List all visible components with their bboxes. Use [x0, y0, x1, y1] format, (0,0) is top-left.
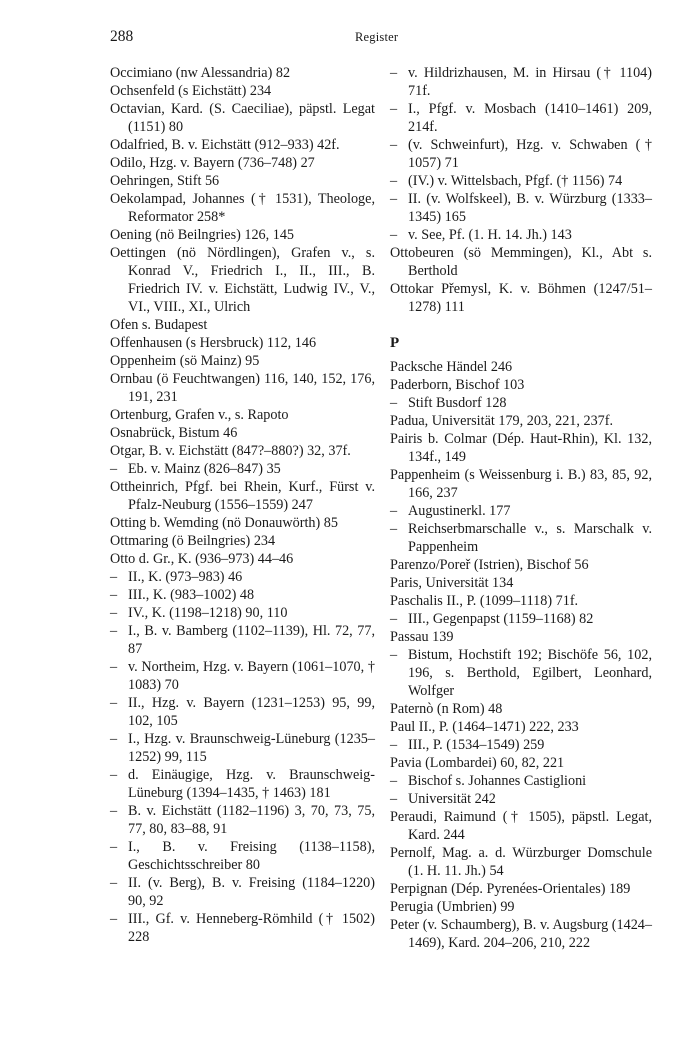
- index-subentry: [390, 610, 652, 628]
- index-subentry: [110, 586, 375, 604]
- subentry-dash: –: [110, 569, 118, 585]
- index-entry: Octavian, Kard. (S. Caeciliae), päpstl. Legat (1151) 80: [110, 101, 375, 135]
- index-subentry: [110, 694, 375, 730]
- index-entry: Packsche Händel 246: [390, 359, 513, 375]
- index-subentry: [390, 790, 652, 808]
- index-entry: Oehringen, Stift 56: [110, 173, 220, 189]
- index-entry: Otting b. Wemding (nö Donauwörth) 85: [110, 515, 338, 531]
- subentry-dash: –: [110, 623, 118, 639]
- subentry-dash: –: [110, 875, 118, 891]
- index-entry: Pairis b. Colmar (Dép. Haut-Rhin), Kl. 132, 134f., 149: [390, 431, 652, 465]
- index-entry: Occimiano (nw Alessandria) 82: [110, 65, 291, 81]
- index-subentry: [110, 802, 375, 838]
- subentry-dash: –: [110, 461, 118, 477]
- page-number: 288: [110, 28, 134, 45]
- subentry-dash: –: [390, 647, 398, 663]
- index-subentry-text: III., Gf. v. Henneberg-Römhild († 1502) 228: [128, 911, 375, 945]
- index-column-left: [110, 64, 375, 946]
- subentry-dash: –: [390, 173, 398, 189]
- index-subentry-text: II., Hzg. v. Bayern (1231–1253) 95, 99, 102, 105: [128, 695, 375, 729]
- index-entry: Osnabrück, Bistum 46: [110, 425, 238, 441]
- index-entry: Offenhausen (s Hersbruck) 112, 146: [110, 335, 317, 351]
- index-subentry-text: Bistum, Hochstift 192; Bischöfe 56, 102, 196, s. Berthold, Egilbert, Leonhard, Wolfger: [408, 647, 652, 699]
- subentry-dash: –: [110, 605, 118, 621]
- index-subentry-text: III., Gegenpapst (1159–1168) 82: [408, 611, 594, 627]
- index-entry: Ochsenfeld (s Eichstätt) 234: [110, 83, 272, 99]
- index-subentry: [110, 658, 375, 694]
- index-entry: Ornbau (ö Feuchtwangen) 116, 140, 152, 176, 191, 231: [110, 371, 375, 405]
- index-entry: Paderborn, Bischof 103: [390, 377, 525, 393]
- subentry-dash: –: [110, 695, 118, 711]
- index-subentry: [110, 622, 375, 658]
- subentry-dash: –: [390, 137, 398, 153]
- index-subentry-text: I., Hzg. v. Braunschweig-Lüneburg (1235–1252) 99, 115: [128, 731, 375, 765]
- subentry-dash: –: [110, 587, 118, 603]
- index-subentry-text: Augustinerkl. 177: [408, 503, 511, 519]
- index-entry: Odilo, Hzg. v. Bayern (736–748) 27: [110, 155, 315, 171]
- index-subentry: [110, 766, 375, 802]
- index-subentry: [390, 502, 652, 520]
- section-letter-heading: P: [390, 335, 400, 351]
- subentry-dash: –: [110, 731, 118, 747]
- index-subentry-text: II., K. (973–983) 46: [128, 569, 243, 585]
- index-entry: Oening (nö Beilngries) 126, 145: [110, 227, 295, 243]
- index-entry: Otgar, B. v. Eichstätt (847?–880?) 32, 37f.: [110, 443, 351, 459]
- index-subentry-text: v. Northeim, Hzg. v. Bayern (1061–1070, † 1083) 70: [128, 659, 375, 693]
- subentry-dash: –: [390, 737, 398, 753]
- index-subentry: [390, 394, 652, 412]
- index-entry: Paris, Universität 134: [390, 575, 514, 591]
- index-entry: Padua, Universität 179, 203, 221, 237f.: [390, 413, 614, 429]
- subentry-dash: –: [110, 803, 118, 819]
- index-subentry-text: d. Einäugige, Hzg. v. Braunschweig-Lüneburg (1394–1435, † 1463) 181: [128, 767, 375, 801]
- index-subentry: [390, 772, 652, 790]
- index-subentry: [390, 136, 652, 172]
- subentry-dash: –: [110, 911, 118, 927]
- index-subentry-text: III., P. (1534–1549) 259: [408, 737, 545, 753]
- index-entry: Ottokar Přemysl, K. v. Böhmen (1247/51–1278) 111: [390, 281, 652, 315]
- subentry-dash: –: [110, 767, 118, 783]
- index-subentry-text: v. Hildrizhausen, M. in Hirsau († 1104) 71f.: [408, 65, 652, 99]
- subentry-dash: –: [390, 503, 398, 519]
- subentry-dash: –: [390, 791, 398, 807]
- index-subentry-text: I., Pfgf. v. Mosbach (1410–1461) 209, 214f.: [408, 101, 652, 135]
- index-subentry: [110, 874, 375, 910]
- index-subentry: [110, 730, 375, 766]
- index-subentry: [110, 838, 375, 874]
- subentry-dash: –: [390, 227, 398, 243]
- index-subentry-text: Universität 242: [408, 791, 496, 807]
- index-subentry-text: (IV.) v. Wittelsbach, Pfgf. († 1156) 74: [408, 173, 623, 189]
- index-subentry-text: Bischof s. Johannes Castiglioni: [408, 773, 587, 789]
- subentry-dash: –: [390, 773, 398, 789]
- index-entry: Ottheinrich, Pfgf. bei Rhein, Kurf., Fürst v. Pfalz-Neuburg (1556–1559) 247: [110, 479, 375, 513]
- index-subentry: [390, 646, 652, 700]
- running-head: Register: [355, 30, 399, 44]
- index-entry: Peter (v. Schaumberg), B. v. Augsburg (1424–1469), Kard. 204–206, 210, 222: [390, 917, 652, 951]
- index-entry: Paul II., P. (1464–1471) 222, 233: [390, 719, 579, 735]
- index-entry: Ottobeuren (sö Memmingen), Kl., Abt s. Berthold: [390, 245, 652, 279]
- subentry-dash: –: [390, 191, 398, 207]
- index-subentry: [390, 172, 652, 190]
- index-entry: Otto d. Gr., K. (936–973) 44–46: [110, 551, 294, 567]
- index-entry: Oppenheim (sö Mainz) 95: [110, 353, 260, 369]
- index-subentry: [390, 736, 652, 754]
- index-entry: Oettingen (nö Nördlingen), Grafen v., s. Konrad V., Friedrich I., II., III., B. Friedrich IV. v. Eichstätt, Ludwig IV., V., VI., VIII., XI., Ulrich: [110, 245, 375, 315]
- index-subentry: [390, 190, 652, 226]
- subentry-dash: –: [390, 101, 398, 117]
- index-subentry: [390, 226, 652, 244]
- index-entry: Passau 139: [390, 629, 454, 645]
- index-entry: Pernolf, Mag. a. d. Würzburger Domschule (1. H. 11. Jh.) 54: [390, 845, 652, 879]
- index-subentry-text: IV., K. (1198–1218) 90, 110: [128, 605, 288, 621]
- subentry-dash: –: [390, 65, 398, 81]
- index-subentry: [110, 568, 375, 586]
- index-column-right: [390, 64, 652, 952]
- index-entry: Paternò (n Rom) 48: [390, 701, 503, 717]
- index-subentry-text: I., B. v. Freising (1138–1158), Geschichtsschreiber 80: [128, 839, 375, 873]
- index-subentry: [390, 100, 652, 136]
- index-subentry-text: Eb. v. Mainz (826–847) 35: [128, 461, 281, 477]
- subentry-dash: –: [110, 839, 118, 855]
- index-subentry-text: (v. Schweinfurt), Hzg. v. Schwaben († 1057) 71: [408, 137, 652, 171]
- index-entry: Ottmaring (ö Beilngries) 234: [110, 533, 276, 549]
- index-entry: Paschalis II., P. (1099–1118) 71f.: [390, 593, 579, 609]
- index-subentry-text: II. (v. Wolfskeel), B. v. Würzburg (1333–1345) 165: [408, 191, 652, 225]
- index-entry: Peraudi, Raimund († 1505), päpstl. Legat, Kard. 244: [390, 809, 652, 843]
- index-subentry-text: Stift Busdorf 128: [408, 395, 507, 411]
- index-subentry-text: Reichserbmarschalle v., s. Marschalk v. Pappenheim: [408, 521, 652, 555]
- index-subentry: [110, 910, 375, 946]
- subentry-dash: –: [390, 521, 398, 537]
- index-subentry: [390, 64, 652, 100]
- index-entry: Ortenburg, Grafen v., s. Rapoto: [110, 407, 289, 423]
- subentry-dash: –: [390, 611, 398, 627]
- index-subentry-text: B. v. Eichstätt (1182–1196) 3, 70, 73, 75, 77, 80, 83–88, 91: [128, 803, 375, 837]
- index-entry: Ofen s. Budapest: [110, 317, 208, 333]
- subentry-dash: –: [390, 395, 398, 411]
- index-entry: Odalfried, B. v. Eichstätt (912–933) 42f.: [110, 137, 340, 153]
- index-entry: Perpignan (Dép. Pyrenées-Orientales) 189: [390, 881, 631, 897]
- index-entry: Pavia (Lombardei) 60, 82, 221: [390, 755, 565, 771]
- index-entry: Perugia (Umbrien) 99: [390, 899, 515, 915]
- index-subentry: [110, 604, 375, 622]
- index-subentry-text: II. (v. Berg), B. v. Freising (1184–1220) 90, 92: [128, 875, 375, 909]
- index-entry: Pappenheim (s Weissenburg i. B.) 83, 85, 92, 166, 237: [390, 467, 652, 501]
- index-subentry-text: v. See, Pf. (1. H. 14. Jh.) 143: [408, 227, 572, 243]
- index-entry: Parenzo/Poreř (Istrien), Bischof 56: [390, 557, 589, 573]
- index-subentry: [390, 520, 652, 556]
- index-subentry: [110, 460, 375, 478]
- index-entry: Oekolampad, Johannes († 1531), Theologe, Reformator 258*: [110, 191, 375, 225]
- index-subentry-text: III., K. (983–1002) 48: [128, 587, 255, 603]
- index-subentry-text: I., B. v. Bamberg (1102–1139), Hl. 72, 77, 87: [128, 623, 375, 657]
- subentry-dash: –: [110, 659, 118, 675]
